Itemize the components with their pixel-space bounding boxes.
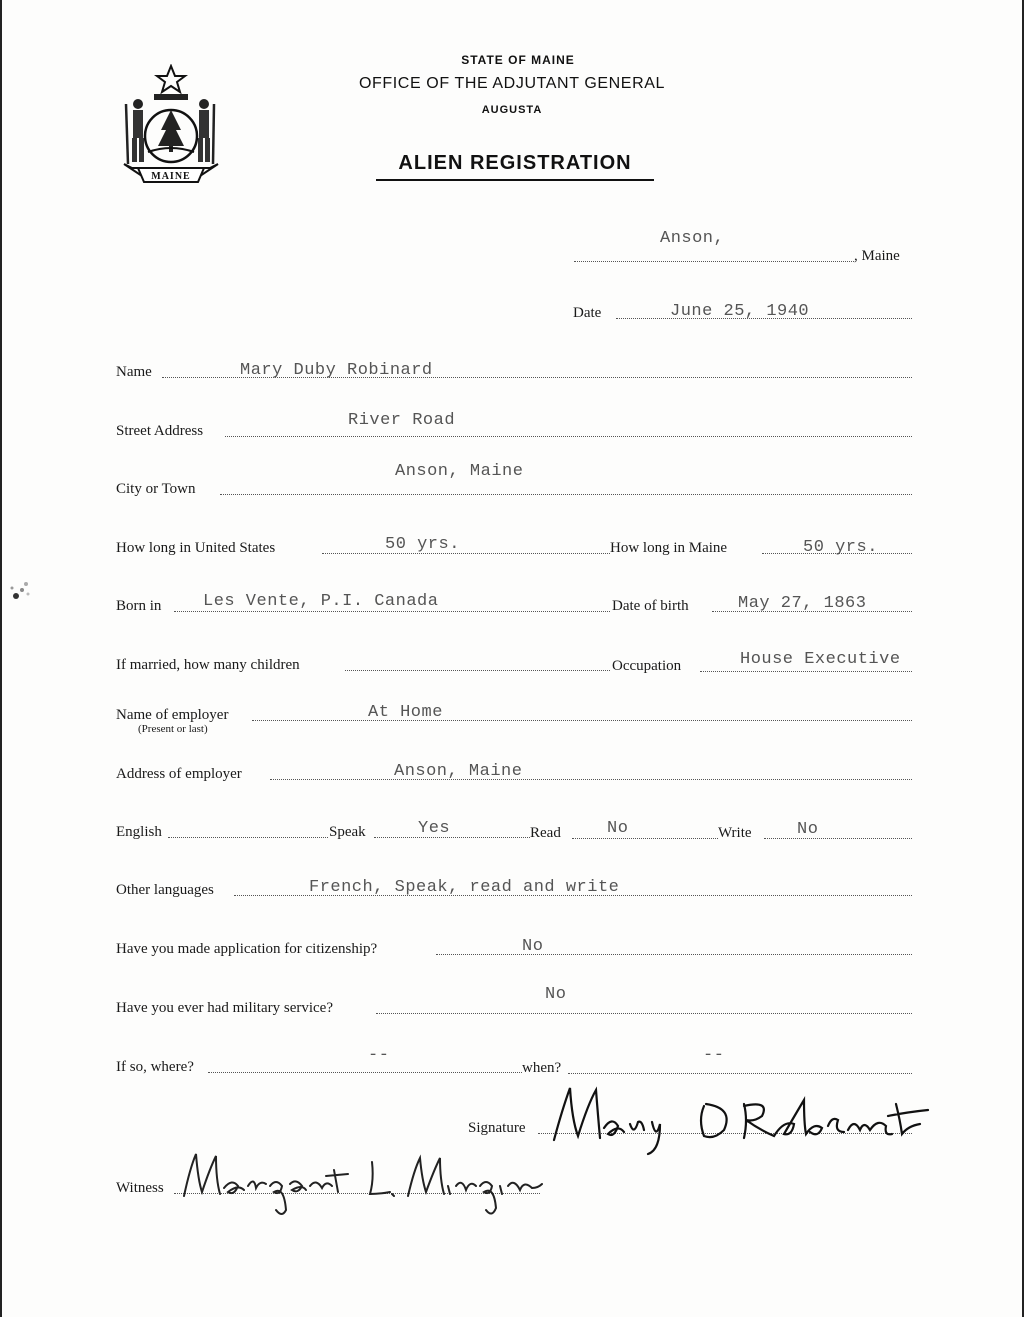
how-long-maine-label: How long in Maine — [610, 540, 728, 556]
employer-address-label: Address of employer — [116, 766, 242, 782]
witness-handwriting — [176, 1140, 546, 1220]
when-value: -- — [703, 1046, 725, 1065]
header-city: AUGUSTA — [481, 104, 543, 116]
born-in-label: Born in — [116, 598, 162, 614]
write-value: No — [797, 820, 819, 839]
other-languages-label: Other languages — [116, 882, 214, 898]
signature-label: Signature — [468, 1120, 526, 1136]
name-value: Mary Duby Robinard — [240, 361, 433, 380]
street-line — [225, 436, 912, 437]
children-line — [345, 670, 610, 671]
write-line — [764, 838, 912, 839]
occupation-line — [700, 671, 912, 672]
employer-value: At Home — [368, 703, 443, 722]
english-label: English — [116, 824, 162, 840]
where-line — [208, 1072, 522, 1073]
how-long-us-line — [322, 553, 610, 554]
speak-label: Speak — [329, 824, 366, 840]
military-label: Have you ever had military service? — [116, 1000, 333, 1016]
citizenship-label: Have you made application for citizenship? — [116, 941, 378, 957]
how-long-maine-value: 50 yrs. — [803, 538, 878, 557]
how-long-us-label: How long in United States — [116, 540, 276, 556]
how-long-us-value: 50 yrs. — [385, 535, 460, 554]
form-title: ALIEN REGISTRATION — [376, 152, 654, 181]
signature-handwriting — [548, 1080, 934, 1160]
citizenship-value: No — [522, 937, 544, 956]
dob-label: Date of birth — [612, 598, 689, 614]
employer-sublabel: (Present or last) — [138, 723, 208, 735]
when-line — [568, 1073, 912, 1074]
speak-line — [374, 837, 530, 838]
date-value: June 25, 1940 — [670, 302, 810, 321]
scan-edge-left — [0, 0, 2, 1317]
speak-value: Yes — [418, 819, 451, 838]
employer-address-line — [270, 779, 912, 780]
born-in-line — [174, 611, 610, 612]
other-languages-value: French, Speak, read and write — [309, 878, 620, 897]
place-line — [574, 261, 854, 262]
english-line — [168, 837, 328, 838]
scan-mark-icon — [2, 570, 36, 608]
city-line — [220, 494, 912, 495]
where-label: If so, where? — [116, 1059, 194, 1075]
read-line — [572, 838, 718, 839]
witness-label: Witness — [116, 1180, 164, 1196]
occupation-value: House Executive — [740, 650, 901, 669]
when-label: when? — [522, 1060, 562, 1076]
employer-address-value: Anson, Maine — [394, 762, 523, 781]
write-label: Write — [718, 825, 752, 841]
street-label: Street Address — [116, 423, 204, 439]
employer-label: Name of employer — [116, 707, 229, 723]
children-label: If married, how many children — [116, 657, 300, 673]
place-value: Anson, — [660, 229, 725, 248]
name-label: Name — [116, 364, 152, 380]
read-value: No — [607, 819, 629, 838]
employer-line — [252, 720, 912, 721]
military-value: No — [545, 985, 567, 1004]
city-value: Anson, Maine — [395, 462, 524, 481]
city-label: City or Town — [116, 481, 196, 497]
street-value: River Road — [348, 411, 456, 430]
born-in-value: Les Vente, P.I. Canada — [203, 592, 439, 611]
occupation-label: Occupation — [612, 658, 682, 674]
dob-value: May 27, 1863 — [738, 594, 867, 613]
military-line — [376, 1013, 912, 1014]
place-suffix: , Maine — [854, 248, 900, 264]
where-value: -- — [368, 1046, 390, 1065]
header-office: OFFICE OF THE ADJUTANT GENERAL — [358, 75, 666, 92]
citizenship-line — [436, 954, 912, 955]
read-label: Read — [530, 825, 561, 841]
seal-lettering: MAINE — [151, 171, 191, 182]
header-state: STATE OF MAINE — [461, 53, 575, 67]
date-label: Date — [573, 305, 602, 321]
